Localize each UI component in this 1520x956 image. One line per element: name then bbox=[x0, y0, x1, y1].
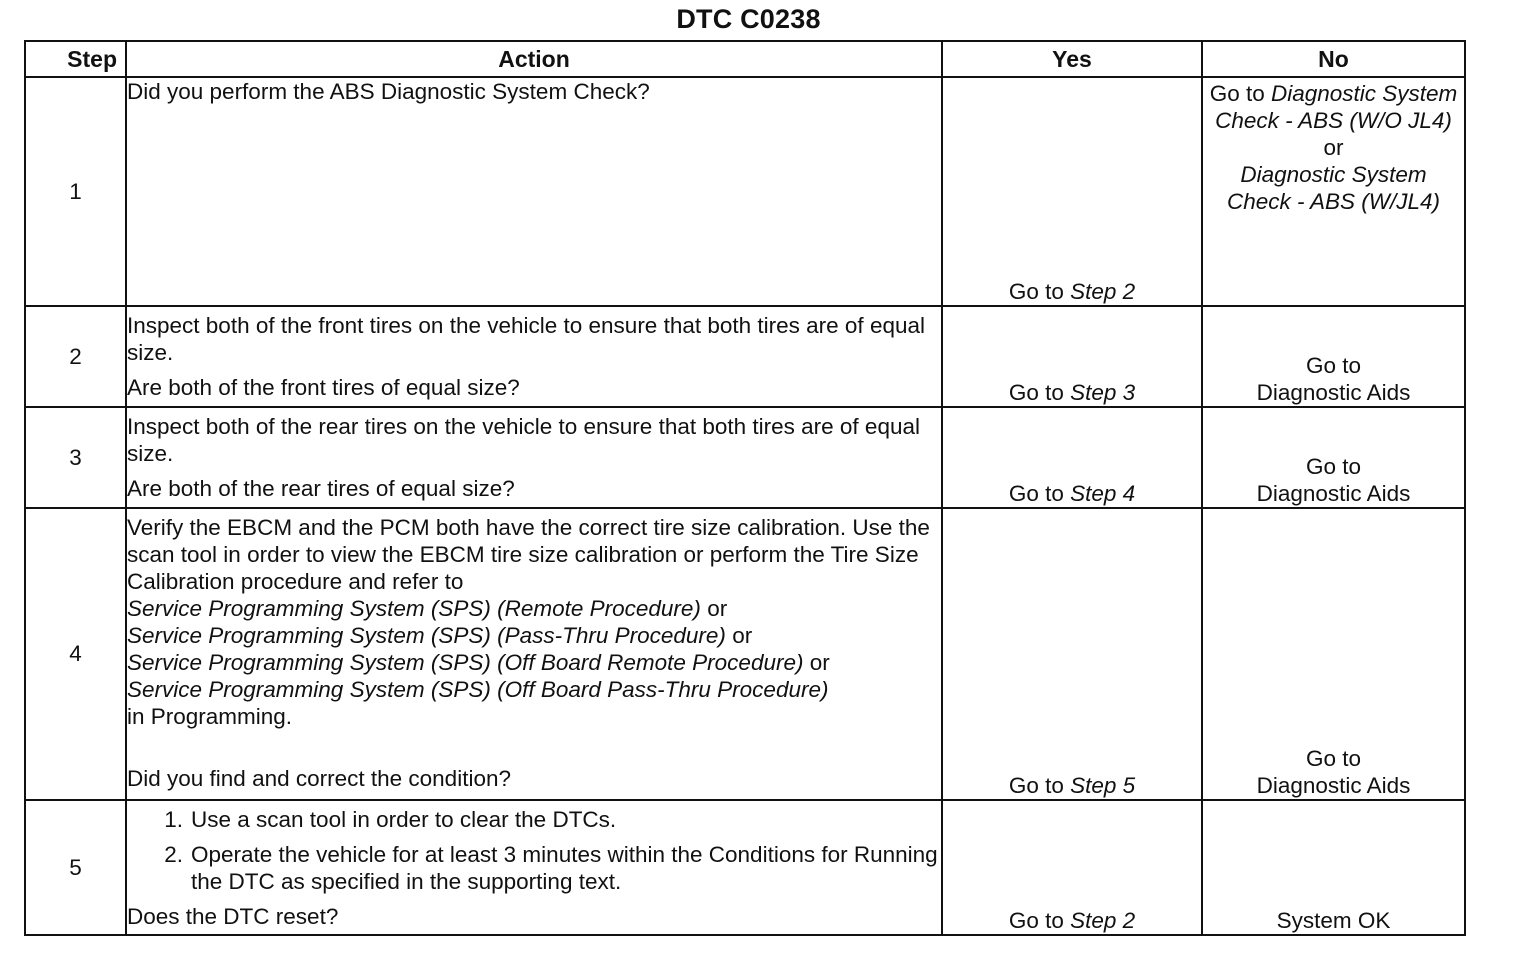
table-row bbox=[25, 407, 1465, 508]
no-link[interactable]: Diagnostic Aids bbox=[1256, 773, 1411, 798]
action-cell bbox=[126, 407, 942, 508]
action-question: Are both of the rear tires of equal size? bbox=[127, 476, 515, 501]
page-title: DTC C0238 bbox=[676, 4, 821, 34]
sps-link-pass-thru[interactable]: Service Programming System (SPS) (Pass-Thru Procedure) bbox=[127, 623, 726, 648]
no-link[interactable]: Diagnostic Aids bbox=[1256, 481, 1411, 506]
yes-prefix: Go to bbox=[1008, 481, 1064, 506]
no-link-2[interactable]: Diagnostic System Check - ABS (W/JL4) bbox=[1227, 162, 1440, 214]
sps-link-remote[interactable]: Service Programming System (SPS) (Remote Procedure) bbox=[127, 596, 701, 621]
table-row bbox=[25, 77, 1465, 306]
no-cell bbox=[1202, 77, 1465, 306]
step-number: 2 bbox=[25, 306, 126, 407]
no-cell bbox=[1202, 306, 1465, 407]
yes-prefix: Go to bbox=[1008, 908, 1064, 933]
list-item-text: Operate the vehicle for at least 3 minutes within the Conditions for Running the DTC as specified in the supporting text. bbox=[191, 842, 938, 894]
action-question: Did you perform the ABS Diagnostic System Check? bbox=[127, 79, 650, 104]
list-item bbox=[127, 841, 941, 895]
no-cell bbox=[1202, 800, 1465, 935]
action-instruction: Inspect both of the front tires on the vehicle to ensure that both tires are of equal size. bbox=[127, 313, 925, 365]
list-item-number: 2. bbox=[164, 842, 183, 867]
no-prefix: Go to bbox=[1305, 746, 1362, 771]
action-instruction: Verify the EBCM and the PCM both have the correct tire size calibration. Use the scan tool in order to view the EBCM tire size calibration or perform the Tire Size Calibration procedure and refer to bbox=[127, 515, 930, 594]
table-row bbox=[25, 800, 1465, 935]
action-question: Did you find and correct the condition? bbox=[127, 766, 511, 791]
yes-link[interactable]: Step 2 bbox=[1070, 908, 1136, 933]
yes-prefix: Go to bbox=[1008, 279, 1064, 304]
step-number: 4 bbox=[25, 508, 126, 800]
action-suffix: in Programming. bbox=[127, 704, 293, 729]
step-number: 1 bbox=[25, 77, 126, 306]
no-cell bbox=[1202, 407, 1465, 508]
action-cell bbox=[126, 800, 942, 935]
yes-prefix: Go to bbox=[1008, 773, 1064, 798]
header-action: Action bbox=[126, 41, 942, 77]
yes-cell bbox=[942, 800, 1202, 935]
no-link-1[interactable]: Diagnostic System Check - ABS (W/O JL4) bbox=[1215, 81, 1458, 133]
list-item-number: 1. bbox=[164, 807, 183, 832]
no-prefix: Go to bbox=[1209, 81, 1265, 106]
header-step: Step bbox=[25, 41, 126, 77]
header-yes: Yes bbox=[942, 41, 1202, 77]
no-prefix: Go to bbox=[1305, 353, 1362, 378]
table-row bbox=[25, 508, 1465, 800]
sps-link-off-board-pass-thru[interactable]: Service Programming System (SPS) (Off Board Pass-Thru Procedure) bbox=[127, 677, 829, 702]
action-question: Are both of the front tires of equal size? bbox=[127, 375, 520, 400]
no-result: System OK bbox=[1276, 908, 1391, 933]
no-link[interactable]: Diagnostic Aids bbox=[1256, 380, 1411, 405]
no-cell bbox=[1202, 508, 1465, 800]
yes-cell bbox=[942, 77, 1202, 306]
step-number: 5 bbox=[25, 800, 126, 935]
or-text: or bbox=[732, 623, 753, 648]
action-question: Does the DTC reset? bbox=[127, 904, 339, 929]
step-number: 3 bbox=[25, 407, 126, 508]
dtc-table bbox=[24, 40, 1466, 936]
or-text: or bbox=[707, 596, 728, 621]
sps-link-off-board-remote[interactable]: Service Programming System (SPS) (Off Board Remote Procedure) bbox=[127, 650, 804, 675]
procedure-list bbox=[127, 806, 941, 895]
list-item bbox=[127, 806, 941, 833]
or-text: or bbox=[809, 650, 830, 675]
yes-link[interactable]: Step 3 bbox=[1070, 380, 1136, 405]
yes-link[interactable]: Step 2 bbox=[1070, 279, 1136, 304]
yes-prefix: Go to bbox=[1008, 380, 1064, 405]
table-row bbox=[25, 306, 1465, 407]
yes-link[interactable]: Step 4 bbox=[1070, 481, 1136, 506]
action-instruction: Inspect both of the rear tires on the vehicle to ensure that both tires are of equal size. bbox=[127, 414, 920, 466]
header-row bbox=[25, 41, 1465, 77]
action-cell bbox=[126, 306, 942, 407]
header-no: No bbox=[1202, 41, 1465, 77]
yes-cell bbox=[942, 407, 1202, 508]
action-cell bbox=[126, 508, 942, 800]
no-or: or bbox=[1323, 135, 1344, 160]
no-prefix: Go to bbox=[1305, 454, 1362, 479]
action-cell bbox=[126, 77, 942, 306]
list-item-text: Use a scan tool in order to clear the DTCs. bbox=[191, 807, 617, 832]
yes-cell bbox=[942, 306, 1202, 407]
yes-cell bbox=[942, 508, 1202, 800]
yes-link[interactable]: Step 5 bbox=[1070, 773, 1136, 798]
